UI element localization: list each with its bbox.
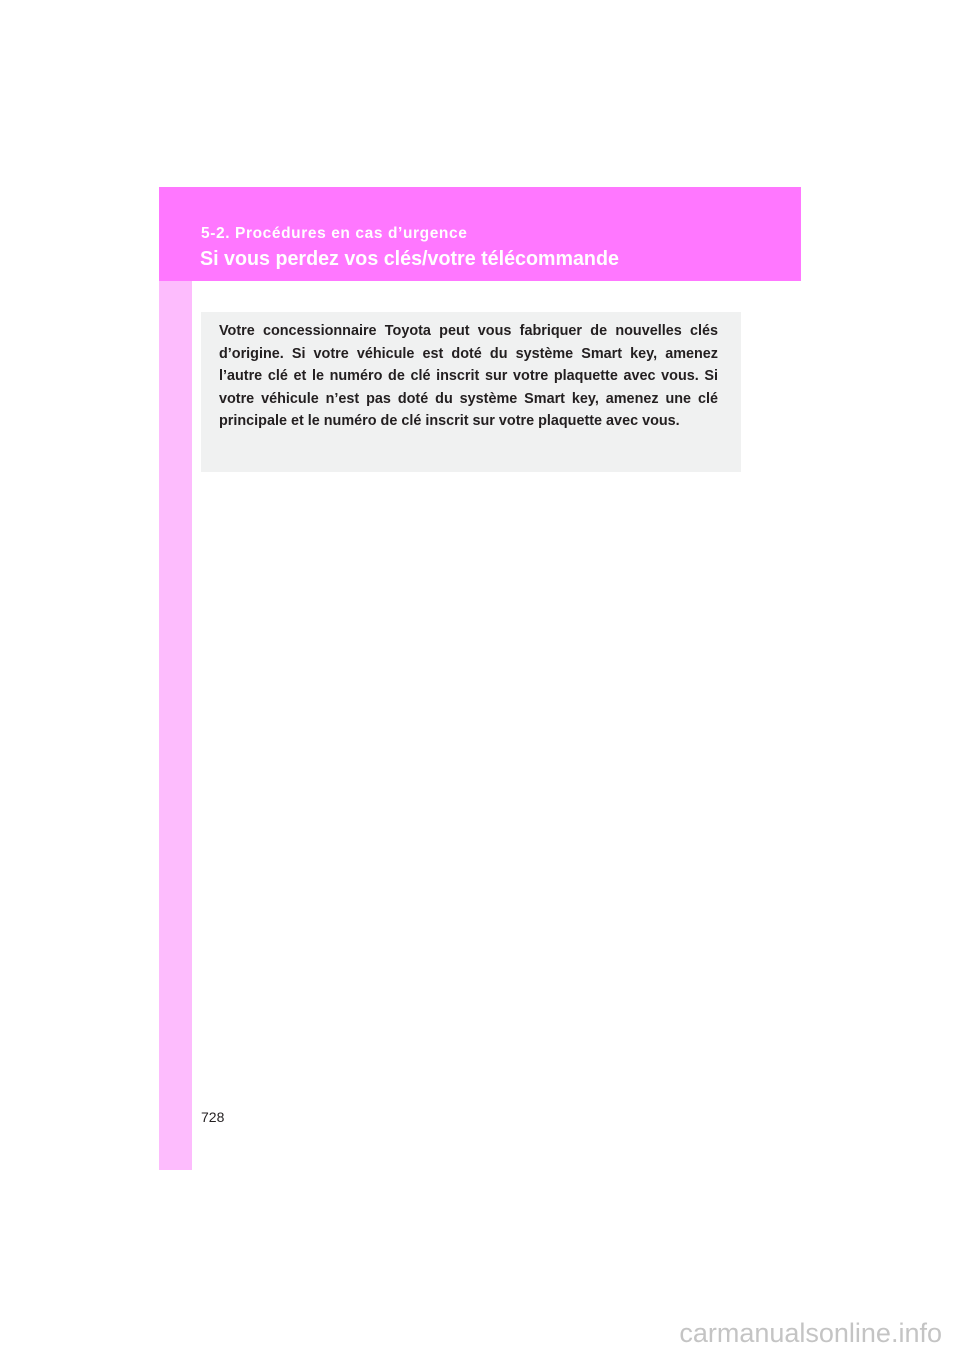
section-label: 5-2. Procédures en cas d’urgence — [201, 225, 468, 242]
info-box — [201, 312, 741, 472]
page-number: 728 — [201, 1109, 225, 1125]
page-header — [159, 187, 801, 281]
watermark: carmanualsonline.info — [679, 1318, 942, 1348]
page-title: Si vous perdez vos clés/votre télécommande — [200, 247, 619, 270]
side-tab-band — [159, 187, 192, 1170]
manual-page — [159, 187, 801, 1170]
info-paragraph: Votre concessionnaire Toyota peut vous fabriquer de nouvelles clés d’origine. Si votre véhicule est doté du système Smart key, amenez l’autre clé et le numéro de clé inscrit sur votre plaquette avec vous. Si votre véhicule n’est pas doté du système Smart key, amenez une clé principale et le numéro de clé inscrit sur votre plaquette avec vous. — [219, 323, 718, 430]
